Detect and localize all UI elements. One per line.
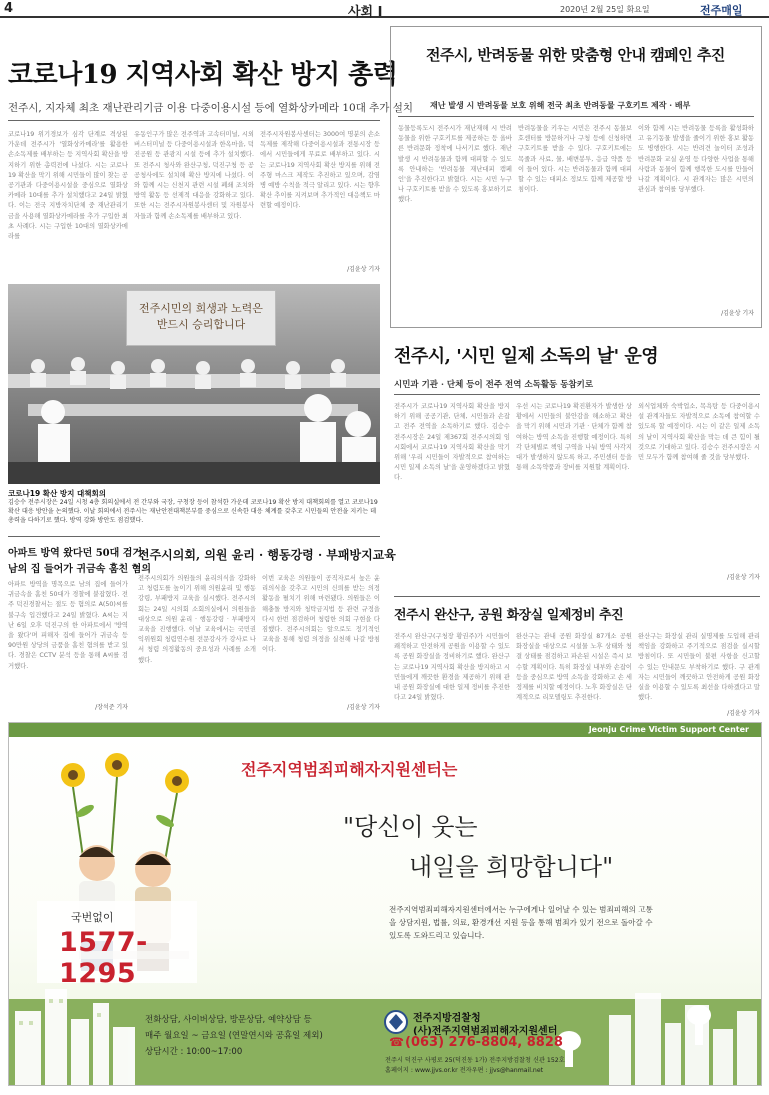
divider <box>394 394 760 395</box>
ad-phone: (063) 276-8804, 8828 <box>405 1035 563 1050</box>
pets-col-2: 반려동물을 키우는 시민은 전주시 동물보호센터를 방문하거나 구청 등에 신청하면 구호키트를 받을 수 있다. 구호키트에는 목줄과 사료, 물, 배변봉투, 응급 약품 등이 들어 있다. 시는 반려동물과 함께 대피할 수 있는 대피소 정보도 함께 제공할 방침이다. <box>518 125 632 194</box>
main-subhead: 전주시, 지자체 최초 재난관리기금 이용 다중이용시설 등에 열화상카메라 10대 추가 설치 <box>8 102 414 114</box>
pets-col-3: 이와 함께 시는 반려동물 등록을 활성화하고 유기동물 발생을 줄이기 위한 홍보 활동도 병행한다. 시는 반려견 놀이터 조성과 반려문화 교실 운영 등 다양한 사업을 통해 사람과 동물이 함께 행복한 도시를 만들어 나갈 계획이다. 시 관계자는 많은 시민의 관심과 참여를 당부했다. <box>638 125 754 194</box>
ad-org-center: (사)전주지역범죄피해자지원센터 <box>413 1026 558 1037</box>
disinfect-byline: /김윤상 기자 <box>727 574 760 581</box>
photo-caption-text: 김승수 전주시장은 24일 시청 4층 회의실에서 전 간부와 국장, 구청장 등이 참석한 가운데 코로나19 확산 방지 대책회의를 열고 코로나19 확산 대응 방안을 논의했다. 이날 회의에서 전주시는 재난안전대책본부를 중심으로 신속한 대응 체계를 갖추고 시민들의 안전을 지키는 데 총력을 다하기로 했다. 방역 강화 방안도 점검했다. <box>8 499 378 524</box>
masthead <box>0 0 769 18</box>
divider <box>394 596 760 597</box>
ad-english-name: Jeonju Crime Victim Support Center <box>588 725 749 734</box>
fraud-subhead: 남의 집 들어가 귀금속 훔친 혐의 <box>8 564 151 575</box>
toilet-col-3: 완산구는 화장실 관리 실명제를 도입해 관리 책임을 강화하고 주기적으로 점검을 실시할 방침이다. 또 시민들이 불편 사항을 신고할 수 있는 안내문도 부착하기로 했다. 구 관계자는 시민들이 깨끗하고 안전하게 공원 화장실을 이용할 수 있도록 최선을 다하겠다고 말했다. <box>638 633 760 702</box>
disinfect-headline: 전주시, '시민 일제 소독의 날' 운영 <box>394 346 659 367</box>
ad-slogan-2: 내일을 희망합니다" <box>409 853 614 881</box>
toilet-col-1: 전주시 완산구(구청장 황권주)가 시민들이 쾌적하고 안전하게 공원을 이용할 수 있도록 공원 화장실을 정비하기로 했다. 완산구는 코로나19 지역사회 확산을 방지하고 시민들에게 깨끗한 환경을 제공하기 위해 관내 공원 화장실에 대한 일제 정비를 추진한다고 24일 밝혔다. <box>394 633 510 702</box>
council-headline: 전주시의회, 의원 윤리 · 행동강령 · 부패방지교육 <box>138 548 396 562</box>
council-col-1: 전주시의회가 의원들의 윤리의식을 강화하고 청렴도를 높이기 위해 의원윤리 및 행동강령, 부패방지 교육을 실시했다. 전주시의회는 24일 시의회 소회의실에서 의원들을 대상으로 의원 윤리 · 행동강령 · 부패방지교육을 진행했다. 이날 교육에서는 국민권익위원회 청렴연수원 전문강사가 강사로 나서 청렴 의정활동의 중요성과 사례를 소개했다. <box>138 575 256 664</box>
ad-center-name: 전주지역범죄피해자지원센터는 <box>241 760 458 779</box>
ad-contact: 홈페이지 : www.jjvs.or.kr 전자우편 : jjvs@hanmail.net <box>385 1067 544 1074</box>
hotline-number: 1577-1295 <box>59 927 148 989</box>
pets-col-1: 동물등록도시 전주시가 재난재해 시 반려동물을 위한 구호키트를 제공하는 등 올바른 반려문화 정착에 나서기로 했다. 재난 발생 시 반려동물과 함께 대피할 수 있도록 안내하는 '반려동물 재난대피 캠페인'을 추진한다고 밝혔다. 시는 시민 누구나 구호키트를 받을 수 있도록 홍보하기로 했다. <box>398 125 512 204</box>
hotline-label: 국번없이 <box>71 911 114 924</box>
ad-address: 전주시 덕진구 사평로 25(덕진동 1가) 전주지방검찰청 신관 152호 <box>385 1057 565 1064</box>
ad-hours-days: 매주 월요일 ~ 금요일 (연말연시와 공휴일 제외) <box>145 1031 323 1041</box>
main-col-2: 유동인구가 많은 전주역과 고속터미널, 시외버스터미널 등 다중이용시설과 한옥마을, 덕진공원 등 관광지 시설 등에 추가 설치했다. 또 전주시 청사와 완산구청, 덕진구청 등 공공청사에도 설치해 확산 방지에 나섰다. 이와 함께 시는 신천지 관련 시설 폐쇄 조치와 방역 활동 등 선제적 대응을 강화하고 있다. 또한 시는 전주시자원봉사센터 및 자원봉사자들과 함께 손소독제를 배부하고 있다. <box>134 131 254 220</box>
issue-date: 2020년 2월 25일 화요일 <box>560 5 650 14</box>
phone-icon: ☎ <box>389 1035 404 1049</box>
prosecutor-emblem-icon <box>383 1009 409 1035</box>
fraud-byline: /장석준 기자 <box>95 704 128 711</box>
toilet-col-2: 완산구는 관내 공원 화장실 87개소 공원 화장실을 대상으로 시설물 노후 상태와 청결 상태를 점검하고 파손된 시설은 즉시 보수할 계획이다. 특히 화장실 내부와 손잡이 등을 중심으로 방역 소독을 강화하고 손 세정제를 비치할 예정이다. 노후 화장실은 단계적으로 리모델링도 추진한다. <box>516 633 632 702</box>
fraud-body: 아파트 방역을 명목으로 남의 집에 들어가 귀금속을 훔친 50대가 경찰에 붙잡혔다. 전주 덕진경찰서는 절도 등 혐의로 A(50)씨를 불구속 입건했다고 24일 밝혔다. A씨는 지난 6일 오후 덕진구의 한 아파트에서 '방역을 왔다'며 피해자 집에 들어가 귀금속 등 90만원 상당의 금품을 훔친 혐의를 받고 있다. 경찰은 CCTV 분석 등을 통해 A씨를 검거했다. <box>8 581 128 670</box>
main-col-3: 전주시자원봉사센터는 3000여 명분의 손소독제를 제작해 다중이용시설과 전통시장 등에서 시민들에게 무료로 배부하고 있다. 시는 코로나19 지역사회 확산 방지를 위해 전주형 마스크 제작도 추진하고 있으며, 감염병 예방 수칙을 적극 알리고 있다. 시는 향후 확산 추이를 지켜보며 추가적인 대응책도 마련할 예정이다. <box>260 131 380 210</box>
council-byline: /김윤상 기자 <box>347 704 380 711</box>
fraud-headline: 아파트 방역 왔다던 50대 검거 <box>8 548 143 559</box>
ad-slogan-1: "당신이 웃는 <box>343 813 478 841</box>
divider <box>8 120 380 121</box>
ad-top-band <box>9 723 762 737</box>
ad-hours-time: 상담시간 : 10:00~17:00 <box>145 1047 243 1057</box>
divider <box>398 116 754 117</box>
ad-description: 전주지역범죄피해자지원센터에서는 누구에게나 일어날 수 있는 범죄피해의 고통을 상담지원, 법률, 의료, 환경개선 지원 등을 통해 범죄가 있기 전으로 돌아갈 수 있도록 도와드리고 있습니다. <box>389 905 653 940</box>
presentation-screen <box>126 290 276 346</box>
pets-subhead: 재난 발생 시 반려동물 보호 위해 전국 최초 반려동물 구호키트 제작 · 배부 <box>430 100 691 110</box>
photo-caption-title: 코로나19 확산 방지 대책회의 <box>8 489 106 498</box>
paper-name: 전주매일 <box>700 4 743 17</box>
main-headline: 코로나19 지역사회 확산 방지 총력 <box>8 60 398 90</box>
victim-support-ad <box>8 722 762 1086</box>
disinfect-col-2: 우선 시는 코로나19 확진환자가 발생한 상황에서 시민들의 불안감을 해소하고 확산을 막기 위해 시민과 기관 · 단체가 함께 참여하는 방역 소독을 진행할 예정이다. 특히 각 단체별로 책임 구역을 나눠 방역 사각지대가 발생하지 않도록 하고, 주민센터 등을 통해 소독약품과 장비를 지원할 계획이다. <box>516 403 632 472</box>
page-number: 4 <box>4 1 14 16</box>
toilet-byline: /김윤상 기자 <box>727 710 760 717</box>
main-col-1: 코로나19 위기경보가 심각 단계로 격상된 가운데 전주시가 '열화상카메라'를 활용한 손소독제를 배부하는 등 지역사회 확산을 방지하기 위한 총력전에 나섰다. 시는 코로나19 확산을 막기 위해 시민들이 많이 찾는 공공기관과 다중이용시설을 중심으로 열화상카메라 10대를 추가 설치했다고 24일 밝혔다. 이는 전국 지방자치단체 중 재난관리기금을 사용해 열화상카메라를 추가 구입한 최초 사례다. 시는 구입한 10대의 열화상카메라를 <box>8 131 128 241</box>
disinfect-col-3: 외식업체와 숙박업소, 목욕탕 등 다중이용시설 관계자들도 자발적으로 소독에 참여할 수 있도록 할 예정이다. 시는 이 같은 일제 소독의 날이 지역사회 확산을 막는 데 큰 힘이 될 것으로 기대하고 있다. 김승수 전주시장은 시민 모두가 함께 참여해 줄 것을 당부했다. <box>638 403 760 462</box>
toilet-headline: 전주시 완산구, 공원 화장실 일제정비 추진 <box>394 608 624 623</box>
ad-org-prosecutor: 전주지방검찰청 <box>413 1013 481 1024</box>
meeting-scene <box>8 344 380 484</box>
disinfect-subhead: 시민과 기관 · 단체 등이 전주 전역 소독활동 동참키로 <box>394 380 594 390</box>
council-col-2: 이번 교육은 의원들이 공직자로서 높은 윤리의식을 갖추고 시민의 신뢰를 받는 의정활동을 펼치기 위해 마련됐다. 의원들은 이해충돌 방지와 청탁금지법 등 관련 규정을 다시 한번 점검하며 청렴한 의회 구현을 다짐했다. 전주시의회는 앞으로도 정기적인 교육을 통해 청렴 의정을 실천해 나갈 방침이다. <box>262 575 380 654</box>
divider <box>8 536 380 537</box>
main-byline: /김윤상 기자 <box>347 266 380 273</box>
pets-headline: 전주시, 반려동물 위한 맞춤형 안내 캠페인 추진 <box>426 46 725 64</box>
section-name: 사회 I <box>348 5 383 20</box>
screen-text: 전주시민의 희생과 노력은 반드시 승리합니다 <box>139 302 263 331</box>
disinfect-col-1: 전주시가 코로나19 지역사회 확산을 방지하기 위해 공공기관, 단체, 시민들과 손잡고 전주 전역을 소독하기로 했다. 김승수 전주시장은 24일 제367회 전주시의회 임시회에서 코로나19 지역사회 확산을 막기 위해 '우리 시민들이 자발적으로 참여하는 시민 일제 소독의 날'을 운영하겠다고 밝혔다. <box>394 403 510 482</box>
ad-services: 전화상담, 사이버상담, 방문상담, 예약상담 등 <box>145 1015 312 1025</box>
pets-byline: /김윤상 기자 <box>721 310 754 317</box>
meeting-photo <box>8 284 380 484</box>
